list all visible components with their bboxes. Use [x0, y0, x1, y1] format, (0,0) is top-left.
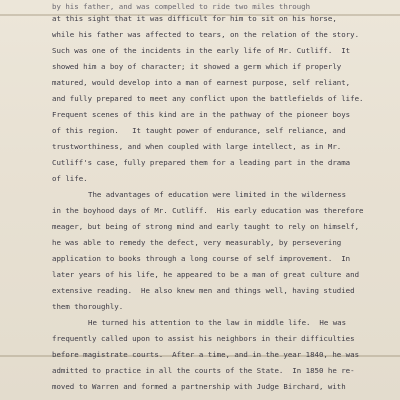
text-line: he was able to remedy the defect, very measurably, by persevering — [52, 238, 342, 247]
text-line: moved to Warren and formed a partnership with Judge Birchard, with — [52, 382, 346, 391]
text-line: showed him a boy of character; it showed a germ which if properly — [52, 62, 342, 71]
text-line: Frequent scenes of this kind are in the pathway of the pioneer boys — [52, 110, 351, 119]
text-line: by his father, and was compelled to ride two miles through — [52, 2, 311, 11]
text-line: trustworthiness, and when coupled with large intellect, as in Mr. — [52, 142, 342, 151]
text-line: Cutliff's case, fully prepared them for a leading part in the drama — [52, 158, 351, 167]
text-line: The advantages of education were limited in the wilderness — [88, 190, 347, 199]
text-line: matured, would develop into a man of earnest purpose, self reliant, — [52, 78, 351, 87]
text-line: while his father was affected to tears, on the relation of the story. — [52, 30, 360, 39]
text-line: Such was one of the incidents in the early life of Mr. Cutliff. It — [52, 46, 351, 55]
text-line: admitted to practice in all the courts of the State. In 1850 he re- — [52, 366, 355, 375]
text-line: in the boyhood days of Mr. Cutliff. His early education was therefore — [52, 206, 364, 215]
text-line: He turned his attention to the law in middle life. He was — [88, 318, 347, 327]
text-line: of this region. It taught power of endurance, self reliance, and — [52, 126, 346, 135]
text-line: at this sight that it was difficult for him to sit on his horse, — [52, 14, 337, 23]
text-line: application to books through a long course of self improvement. In — [52, 254, 351, 263]
text-line: before magistrate courts. After a time, and in the year 1840, he was — [52, 350, 360, 359]
text-line: extensive reading. He also knew men and things well, having studied — [52, 286, 355, 295]
text-line: frequently called upon to assist his neighbors in their difficulties — [52, 334, 355, 343]
text-line: later years of his life, he appeared to be a man of great culture and — [52, 270, 360, 279]
text-line: them thoroughly. — [52, 302, 124, 311]
text-line: meager, but being of strong mind and early taught to rely on himself, — [52, 222, 360, 231]
text-line: and fully prepared to meet any conflict upon the battlefields of life. — [52, 94, 364, 103]
text-line: of life. — [52, 174, 88, 183]
